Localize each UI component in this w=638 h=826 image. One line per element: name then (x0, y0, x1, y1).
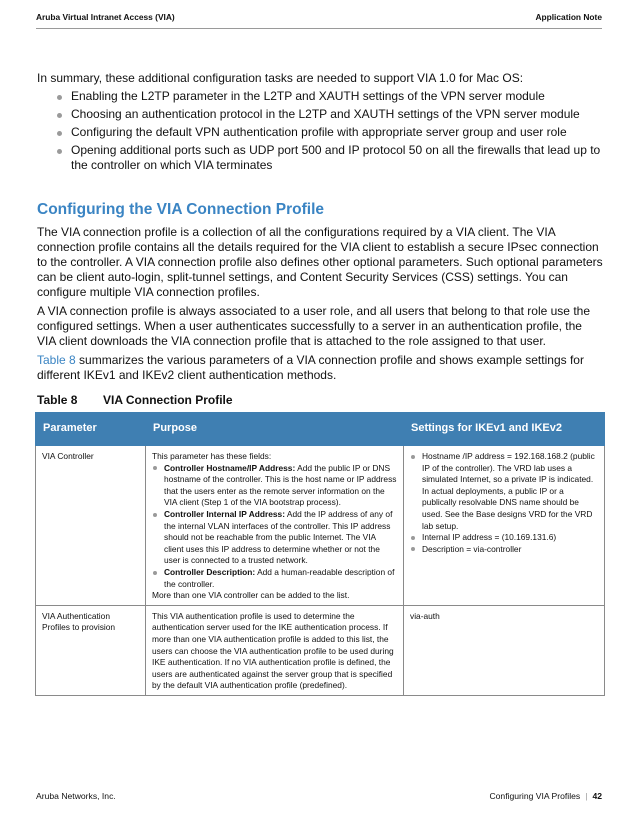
footer-company: Aruba Networks, Inc. (36, 791, 116, 801)
intro-section (37, 71, 603, 176)
list-item: Internal IP address = (10.169.131.6) (410, 532, 598, 544)
list-item: Opening additional ports such as UDP port 500 and IP protocol 50 on all the firewalls that lead up to the controller on which VIA terminates (37, 143, 603, 173)
table-caption-title: VIA Connection Profile (103, 393, 233, 407)
list-item: Choosing an authentication protocol in the L2TP and XAUTH settings of the VPN server module (37, 107, 603, 122)
cell-parameter: VIA Controller (36, 446, 146, 606)
footer-separator: | (585, 791, 588, 801)
field-text: Add the public IP or DNS hostname of the controller. This is the host name or IP address that the users enter as the remote server information on the VIA client (Step 1 of the VIA bootstrap process). (164, 462, 397, 508)
table-8-link[interactable]: Table 8 (37, 353, 76, 367)
list-item: Hostname /IP address = 192.168.168.2 (public IP of the controller). The VRD lab uses a simulated Internet, so a private IP is indicated. In actual deployments, a public IP or a publically resolvable DNS name should be used. See the Base designs VRD for the VRD lab setup. (410, 451, 598, 532)
page-footer (36, 791, 602, 807)
field-text: Add a human-readable description of the controller. (164, 566, 395, 589)
cell-parameter: VIA Authentication Profiles to provision (36, 605, 146, 695)
field-label: Controller Internal IP Address: (164, 508, 285, 519)
paragraph-3 (37, 353, 603, 383)
page-number: 42 (592, 791, 602, 801)
table-row (36, 446, 605, 606)
section-body (37, 225, 603, 387)
cell-settings: via-auth (404, 605, 605, 695)
settings-list (410, 451, 598, 555)
footer-section: Configuring VIA Profiles (489, 791, 581, 801)
purpose-outro: More than one VIA controller can be added to the list. (152, 590, 350, 601)
purpose-intro: This parameter has these fields: (152, 451, 272, 461)
column-header-parameter: Parameter (36, 413, 146, 446)
column-header-settings: Settings for IKEv1 and IKEv2 (404, 413, 605, 446)
table-row (36, 605, 605, 695)
section-heading: Configuring the VIA Connection Profile (37, 201, 325, 218)
intro-lead: In summary, these additional configuration tasks are needed to support VIA 1.0 for Mac OS: (37, 71, 524, 85)
paragraph-1: The VIA connection profile is a collection of all the configurations required by a VIA client. The VIA connection profile contains all the details required for the VIA client to establish a secure IPsec connection to the controller. A VIA connection profile also defines other optional parameters. Such optional parameters can be client auto-login, split-tunnel settings, and Content Security Services (CSS) settings. You can configure multiple VIA connection profiles. (37, 225, 603, 299)
table-header-row (36, 413, 605, 446)
table-caption-number: Table 8 (37, 393, 78, 407)
column-header-purpose: Purpose (146, 413, 404, 446)
paragraph-3-text: summarizes the various parameters of a VIA connection profile and shows example settings for different IKEv1 and IKEv2 client authentication methods. (37, 353, 584, 382)
cell-purpose: This VIA authentication profile is used to determine the authentication server used for the IKE authentication process. If more than one VIA authentication profile is added to this list, the users can choose the VIA authentication profile to be used during IKE authentication. If no VIA authentication profile is defined, the users are authenticated against the server group that is specified by the default VIA authentication profile (predefined). (146, 605, 404, 695)
list-item: Configuring the default VPN authentication profile with appropriate server group and user role (37, 125, 603, 140)
list-item (152, 509, 397, 567)
header-doc-type: Application Note (535, 12, 602, 22)
list-item (152, 463, 397, 509)
page-header (36, 8, 602, 29)
via-connection-profile-table (35, 412, 605, 696)
cell-settings (404, 446, 605, 606)
field-label: Controller Description: (164, 566, 256, 577)
table-caption (37, 393, 233, 407)
list-item (152, 567, 397, 590)
field-label: Controller Hostname/IP Address: (164, 462, 296, 473)
cell-purpose (146, 446, 404, 606)
list-item: Description = via-controller (410, 544, 598, 556)
paragraph-2: A VIA connection profile is always associated to a user role, and all users that belong to that role use the configured settings. When a user authenticates successfully to a server in an authentication profile, the VIA client downloads the VIA connection profile that is attached to the role assigned to that user. (37, 304, 590, 348)
list-item: Enabling the L2TP parameter in the L2TP and XAUTH settings of the VPN server module (37, 89, 603, 104)
purpose-field-list (152, 463, 397, 591)
footer-right (489, 791, 602, 801)
field-text: Add the IP address of any of the internal VLAN interfaces of the controller. This IP address should not be reachable from the public Internet. The VIA client uses this IP address to determine whether or not the user is connected to a trusted network. (164, 508, 393, 566)
header-doc-title: Aruba Virtual Intranet Access (VIA) (36, 12, 175, 22)
intro-bullet-list (37, 89, 603, 173)
